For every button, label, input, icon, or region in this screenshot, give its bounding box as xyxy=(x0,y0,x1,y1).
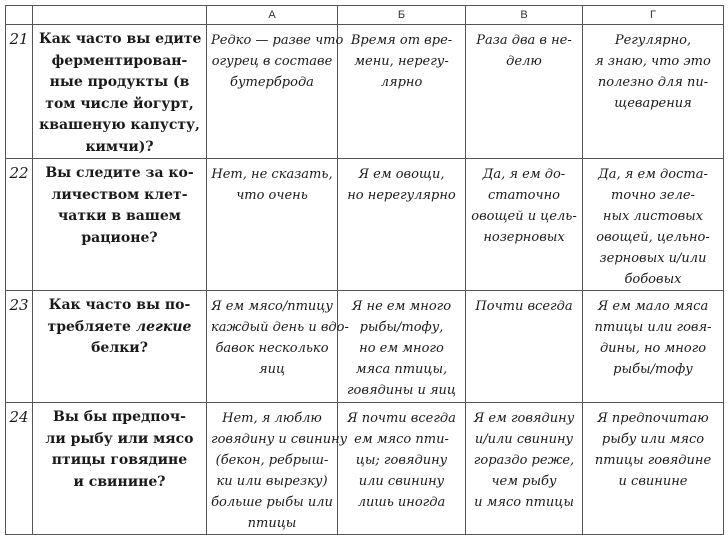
answer-line: говядину и свинину xyxy=(211,432,348,447)
answer-line: бутерброда xyxy=(230,75,314,90)
answer-line: Я ем мало мяса xyxy=(597,299,709,314)
question-line: рационе? xyxy=(81,229,158,246)
answer-line: ем мясо пти- xyxy=(354,432,449,447)
header-blank-num xyxy=(6,6,33,25)
answer-line: бавок несколько xyxy=(215,341,329,356)
answer-line: огурец в составе xyxy=(211,54,333,69)
answer-line: говядины и яиц xyxy=(346,383,457,398)
answer-line: овощей, цельно- xyxy=(596,230,710,245)
answer-line: ки или вырезку) xyxy=(216,474,328,489)
answer-a-cell xyxy=(207,25,344,159)
answer-line: цы; говядину xyxy=(355,453,448,468)
question-line: чатки в вашем xyxy=(58,208,181,224)
answer-line: Да, я ем доста- xyxy=(598,167,708,182)
answer-line: полезно для пи- xyxy=(597,75,709,90)
answer-line: или свинину xyxy=(358,474,445,489)
answer-line: статочно xyxy=(488,188,560,203)
question-line: ные продукты (в xyxy=(49,74,190,90)
answer-line: Я ем мясо/птицу xyxy=(211,299,333,314)
answer-c-cell xyxy=(466,403,583,535)
question-line: и свинине? xyxy=(73,473,166,490)
answer-c-cell xyxy=(466,25,583,159)
question-line: птицы говядине xyxy=(51,452,188,468)
answer-line: птицы или говя- xyxy=(594,320,712,335)
answer-line: что очень xyxy=(236,188,308,203)
question-line: личеством клет- xyxy=(51,186,188,203)
questionnaire-table xyxy=(5,5,724,535)
answer-line: Я почти всегда xyxy=(347,411,456,426)
answer-line: мяса птицы, xyxy=(355,362,448,377)
answer-d-cell xyxy=(583,159,724,291)
answer-line: Я ем говядину xyxy=(473,411,575,426)
header-row xyxy=(6,6,724,25)
row-number: 24 xyxy=(6,403,33,535)
answer-line: рыбу или мясо xyxy=(601,432,705,447)
answer-d-cell xyxy=(583,403,724,535)
answer-line: мени, нерегу- xyxy=(354,54,449,69)
answer-a-cell xyxy=(207,403,348,535)
answer-b-cell xyxy=(338,159,466,291)
table-row xyxy=(6,25,724,159)
answer-d-cell xyxy=(583,291,724,403)
question-cell xyxy=(33,403,207,535)
answer-line: но нерегулярно xyxy=(347,188,456,203)
answer-line: и/или свинину xyxy=(474,432,574,447)
answer-b-cell xyxy=(338,25,466,159)
answer-line: Нет, не сказать, xyxy=(211,167,333,182)
answer-line: но ем много xyxy=(359,341,444,356)
table-row xyxy=(6,403,724,535)
answer-line: щеварения xyxy=(614,96,692,111)
answer-line: Я не ем много xyxy=(351,299,452,314)
answer-line: (бекон, ребрыш- xyxy=(215,453,329,468)
answer-line: Раза два в не- xyxy=(476,33,572,48)
question-cell xyxy=(33,25,207,159)
row-number: 21 xyxy=(6,25,33,159)
question-line: Как часто вы по- xyxy=(48,297,191,313)
answer-line: бобовых xyxy=(624,272,682,287)
answer-line: точно зеле- xyxy=(611,188,695,203)
answer-line: зерновых и/или xyxy=(599,251,707,266)
answer-b-cell xyxy=(338,291,466,403)
question-line: ли рыбу или мясо xyxy=(45,430,194,447)
answer-line: больше рыбы или xyxy=(211,495,333,510)
answer-line: нозерновых xyxy=(483,230,565,245)
header-col-d: Г xyxy=(583,6,724,25)
answer-line: Почти всегда xyxy=(475,299,573,314)
answer-line: Редко — разве что xyxy=(211,33,344,48)
answer-line: чем рыбу xyxy=(491,474,557,489)
answer-b-cell xyxy=(338,403,466,535)
answer-d-cell xyxy=(583,25,724,159)
answer-a-cell xyxy=(207,291,349,403)
question-cell xyxy=(33,291,207,403)
question-line xyxy=(39,317,200,339)
answer-line: делю xyxy=(506,54,542,69)
answer-line: рыбы/тофу, xyxy=(359,320,444,335)
answer-line: ных листовых xyxy=(602,209,704,224)
question-line: белки? xyxy=(91,340,148,356)
answer-line: птицы говядине xyxy=(594,453,712,468)
header-col-c: В xyxy=(466,6,583,25)
answer-line: и свинине xyxy=(618,474,688,489)
answer-line: Регулярно, xyxy=(614,33,692,48)
question-cell xyxy=(33,159,207,291)
answer-line: Нет, я люблю xyxy=(222,411,322,426)
answer-line: лишь иногда xyxy=(357,495,446,510)
answer-line: гораздо реже, xyxy=(473,453,575,468)
question-line: Вы следите за ко- xyxy=(45,165,194,181)
question-line: кимчи)? xyxy=(85,138,154,155)
answer-line: дины, но много xyxy=(599,341,707,356)
answer-line: птицы xyxy=(247,516,297,531)
row-number: 22 xyxy=(6,159,33,291)
table-row xyxy=(6,159,724,291)
question-line: ферментирован- xyxy=(51,52,188,69)
answer-line: Да, я ем до- xyxy=(482,167,566,182)
table-row xyxy=(6,291,724,403)
answer-a-cell xyxy=(207,159,338,291)
answer-line: рыбы/тофу xyxy=(613,362,693,377)
question-line: Вы бы предпоч- xyxy=(53,409,186,425)
question-line: том числе йогурт, xyxy=(45,95,194,112)
answer-c-cell xyxy=(466,291,583,403)
question-line: Как часто вы едите xyxy=(39,31,202,47)
question-text: требляете xyxy=(47,318,136,335)
header-col-a: А xyxy=(207,6,338,25)
answer-line: я знаю, что это xyxy=(595,54,711,69)
answer-line: лярно xyxy=(380,75,423,90)
answer-line: каждый день и вдо- xyxy=(211,320,349,335)
answer-c-cell xyxy=(466,159,583,291)
row-number: 23 xyxy=(6,291,33,403)
header-blank-question xyxy=(33,6,207,25)
answer-line: Я ем овощи, xyxy=(358,167,445,182)
answer-line: Я предпочитаю xyxy=(597,411,709,426)
answer-line: яиц xyxy=(258,362,286,377)
header-col-b: Б xyxy=(338,6,466,25)
answer-line: и мясо птицы xyxy=(474,495,574,510)
question-emphasis: легкие xyxy=(135,318,192,335)
answer-line: Время от вре- xyxy=(350,33,453,48)
question-line: квашеную капусту, xyxy=(39,117,200,133)
answer-line: овощей и цель- xyxy=(471,209,577,224)
